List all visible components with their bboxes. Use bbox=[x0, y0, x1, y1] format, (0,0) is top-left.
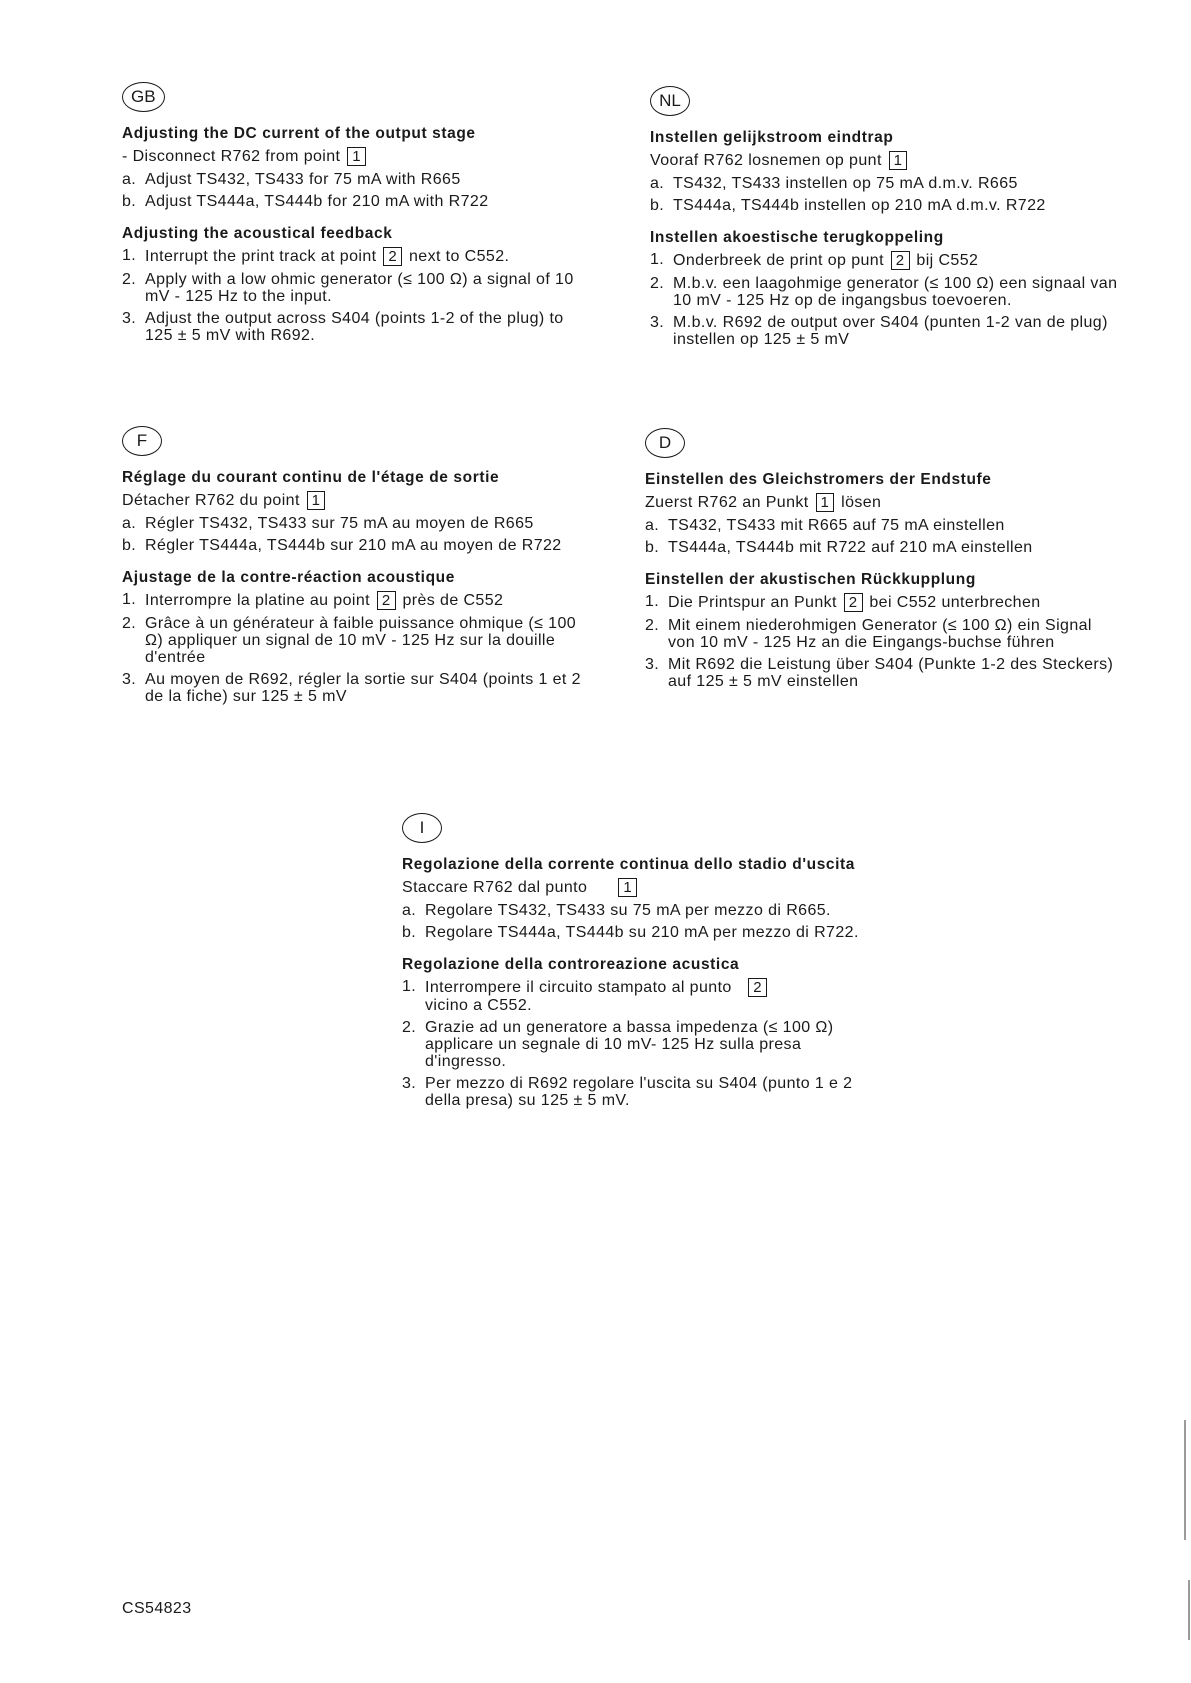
step-item: 3. M.b.v. R692 de output over S404 (punten 1-2 van de plug) instellen op 125 ± 5 mV bbox=[650, 314, 1108, 348]
step-item: a. Regolare TS432, TS433 su 75 mA per mezzo di R665. bbox=[402, 902, 831, 919]
point-box-1: 1 bbox=[889, 151, 908, 170]
scan-edge-mark bbox=[1188, 1580, 1190, 1640]
step-item: b. Regolare TS444a, TS444b su 210 mA per mezzo di R722. bbox=[402, 924, 859, 941]
dc-current-title: Einstellen des Gleichstromers der Endstufe bbox=[645, 471, 992, 488]
feedback-block bbox=[645, 570, 1115, 690]
step-item: 1. Interrupt the print track at point 2 next to C552. bbox=[122, 247, 510, 265]
step-item: 3. Per mezzo di R692 regolare l'uscita su S404 (punto 1 e 2 della presa) su 125 ± 5 mV. bbox=[402, 1075, 853, 1109]
document-code: CS54823 bbox=[122, 1600, 192, 1617]
section-d bbox=[645, 428, 1115, 704]
feedback-block bbox=[122, 224, 592, 344]
point-box-2: 2 bbox=[891, 251, 910, 270]
section-gb bbox=[122, 82, 592, 358]
feedback-title: Einstellen der akustischen Rückkupplung bbox=[645, 571, 976, 588]
dc-current-title: Instellen gelijkstroom eindtrap bbox=[650, 129, 894, 146]
language-badge-f: F bbox=[122, 426, 162, 456]
step-item: 1. Die Printspur an Punkt 2 bei C552 unterbrechen bbox=[645, 593, 1041, 611]
disconnect-instruction: - Disconnect R762 from point 1 bbox=[122, 147, 592, 167]
step-item: 2. Apply with a low ohmic generator (≤ 100 Ω) a signal of 10 mV - 125 Hz to the input. bbox=[122, 271, 574, 305]
feedback-title: Adjusting the acoustical feedback bbox=[122, 225, 393, 242]
step-item: b. TS444a, TS444b instellen op 210 mA d.m.v. R722 bbox=[650, 197, 1046, 214]
step-item: 2. Grâce à un générateur à faible puissance ohmique (≤ 100 Ω) appliquer un signal de 10 mV - 125 Hz sur la douille d'entrée bbox=[122, 615, 577, 666]
step-item: 3. Adjust the output across S404 (points 1-2 of the plug) to 125 ± 5 mV with R692. bbox=[122, 310, 564, 344]
dc-current-block bbox=[402, 855, 862, 941]
point-box-1: 1 bbox=[618, 878, 637, 897]
point-box-1: 1 bbox=[816, 493, 835, 512]
dc-current-block bbox=[122, 468, 592, 554]
step-item: 2. Mit einem niederohmigen Generator (≤ 100 Ω) ein Signal von 10 mV - 125 Hz an die Eingangs-buchse führen bbox=[645, 617, 1092, 651]
feedback-block bbox=[402, 955, 862, 1109]
feedback-block bbox=[650, 228, 1120, 348]
scan-edge-mark bbox=[1184, 1420, 1186, 1540]
step-item: a. TS432, TS433 mit R665 auf 75 mA einstellen bbox=[645, 517, 1005, 534]
point-box-2: 2 bbox=[377, 591, 396, 610]
point-box-1: 1 bbox=[347, 147, 366, 166]
step-item: a. Régler TS432, TS433 sur 75 mA au moyen de R665 bbox=[122, 515, 534, 532]
dc-current-block bbox=[645, 470, 1115, 556]
feedback-title: Regolazione della controreazione acustica bbox=[402, 956, 740, 973]
step-item: 1. Interrompere il circuito stampato al punto 2 vicino a C552. bbox=[402, 978, 862, 1014]
feedback-title: Instellen akoestische terugkoppeling bbox=[650, 229, 944, 246]
language-badge-d: D bbox=[645, 428, 685, 458]
step-item: a. TS432, TS433 instellen op 75 mA d.m.v. R665 bbox=[650, 175, 1018, 192]
language-badge-i: I bbox=[402, 813, 442, 843]
step-item: a. Adjust TS432, TS433 for 75 mA with R665 bbox=[122, 171, 461, 188]
section-nl bbox=[650, 86, 1120, 362]
step-item: 3. Au moyen de R692, régler la sortie sur S404 (points 1 et 2 de la fiche) sur 125 ± 5 mV bbox=[122, 671, 581, 705]
section-f bbox=[122, 426, 592, 719]
step-item: b. Régler TS444a, TS444b sur 210 mA au moyen de R722 bbox=[122, 537, 562, 554]
point-box-1: 1 bbox=[307, 491, 326, 510]
step-item: 2. M.b.v. een laagohmige generator (≤ 100 Ω) een signaal van 10 mV - 125 Hz op de ingangsbus toevoeren. bbox=[650, 275, 1118, 309]
point-box-2: 2 bbox=[844, 593, 863, 612]
disconnect-instruction: Vooraf R762 losnemen op punt 1 bbox=[650, 151, 1120, 171]
language-badge-gb: GB bbox=[122, 82, 165, 112]
disconnect-instruction: Détacher R762 du point 1 bbox=[122, 491, 592, 511]
step-item: b. TS444a, TS444b mit R722 auf 210 mA einstellen bbox=[645, 539, 1033, 556]
step-item: 2. Grazie ad un generatore a bassa impedenza (≤ 100 Ω) applicare un segnale di 10 mV- 125 Hz sulla presa d'ingresso. bbox=[402, 1019, 834, 1070]
point-box-2: 2 bbox=[748, 978, 767, 997]
dc-current-title: Adjusting the DC current of the output stage bbox=[122, 125, 476, 142]
disconnect-instruction: Zuerst R762 an Punkt 1 lösen bbox=[645, 494, 882, 511]
step-item: 3. Mit R692 die Leistung über S404 (Punkte 1-2 des Steckers) auf 125 ± 5 mV einstellen bbox=[645, 656, 1114, 690]
language-badge-nl: NL bbox=[650, 86, 690, 116]
point-box-2: 2 bbox=[383, 247, 402, 266]
dc-current-title: Regolazione della corrente continua dello stadio d'uscita bbox=[402, 856, 856, 873]
dc-current-block bbox=[650, 128, 1120, 214]
dc-current-block bbox=[122, 124, 592, 210]
disconnect-instruction: Staccare R762 dal punto 1 bbox=[402, 878, 862, 898]
dc-current-title: Réglage du courant continu de l'étage de sortie bbox=[122, 469, 500, 486]
step-item: 1. Onderbreek de print op punt 2 bij C552 bbox=[650, 251, 979, 269]
step-item: 1. Interrompre la platine au point 2 près de C552 bbox=[122, 591, 504, 609]
feedback-block bbox=[122, 568, 592, 705]
feedback-title: Ajustage de la contre-réaction acoustique bbox=[122, 569, 455, 586]
section-i bbox=[402, 813, 862, 1123]
step-item: b. Adjust TS444a, TS444b for 210 mA with R722 bbox=[122, 193, 489, 210]
